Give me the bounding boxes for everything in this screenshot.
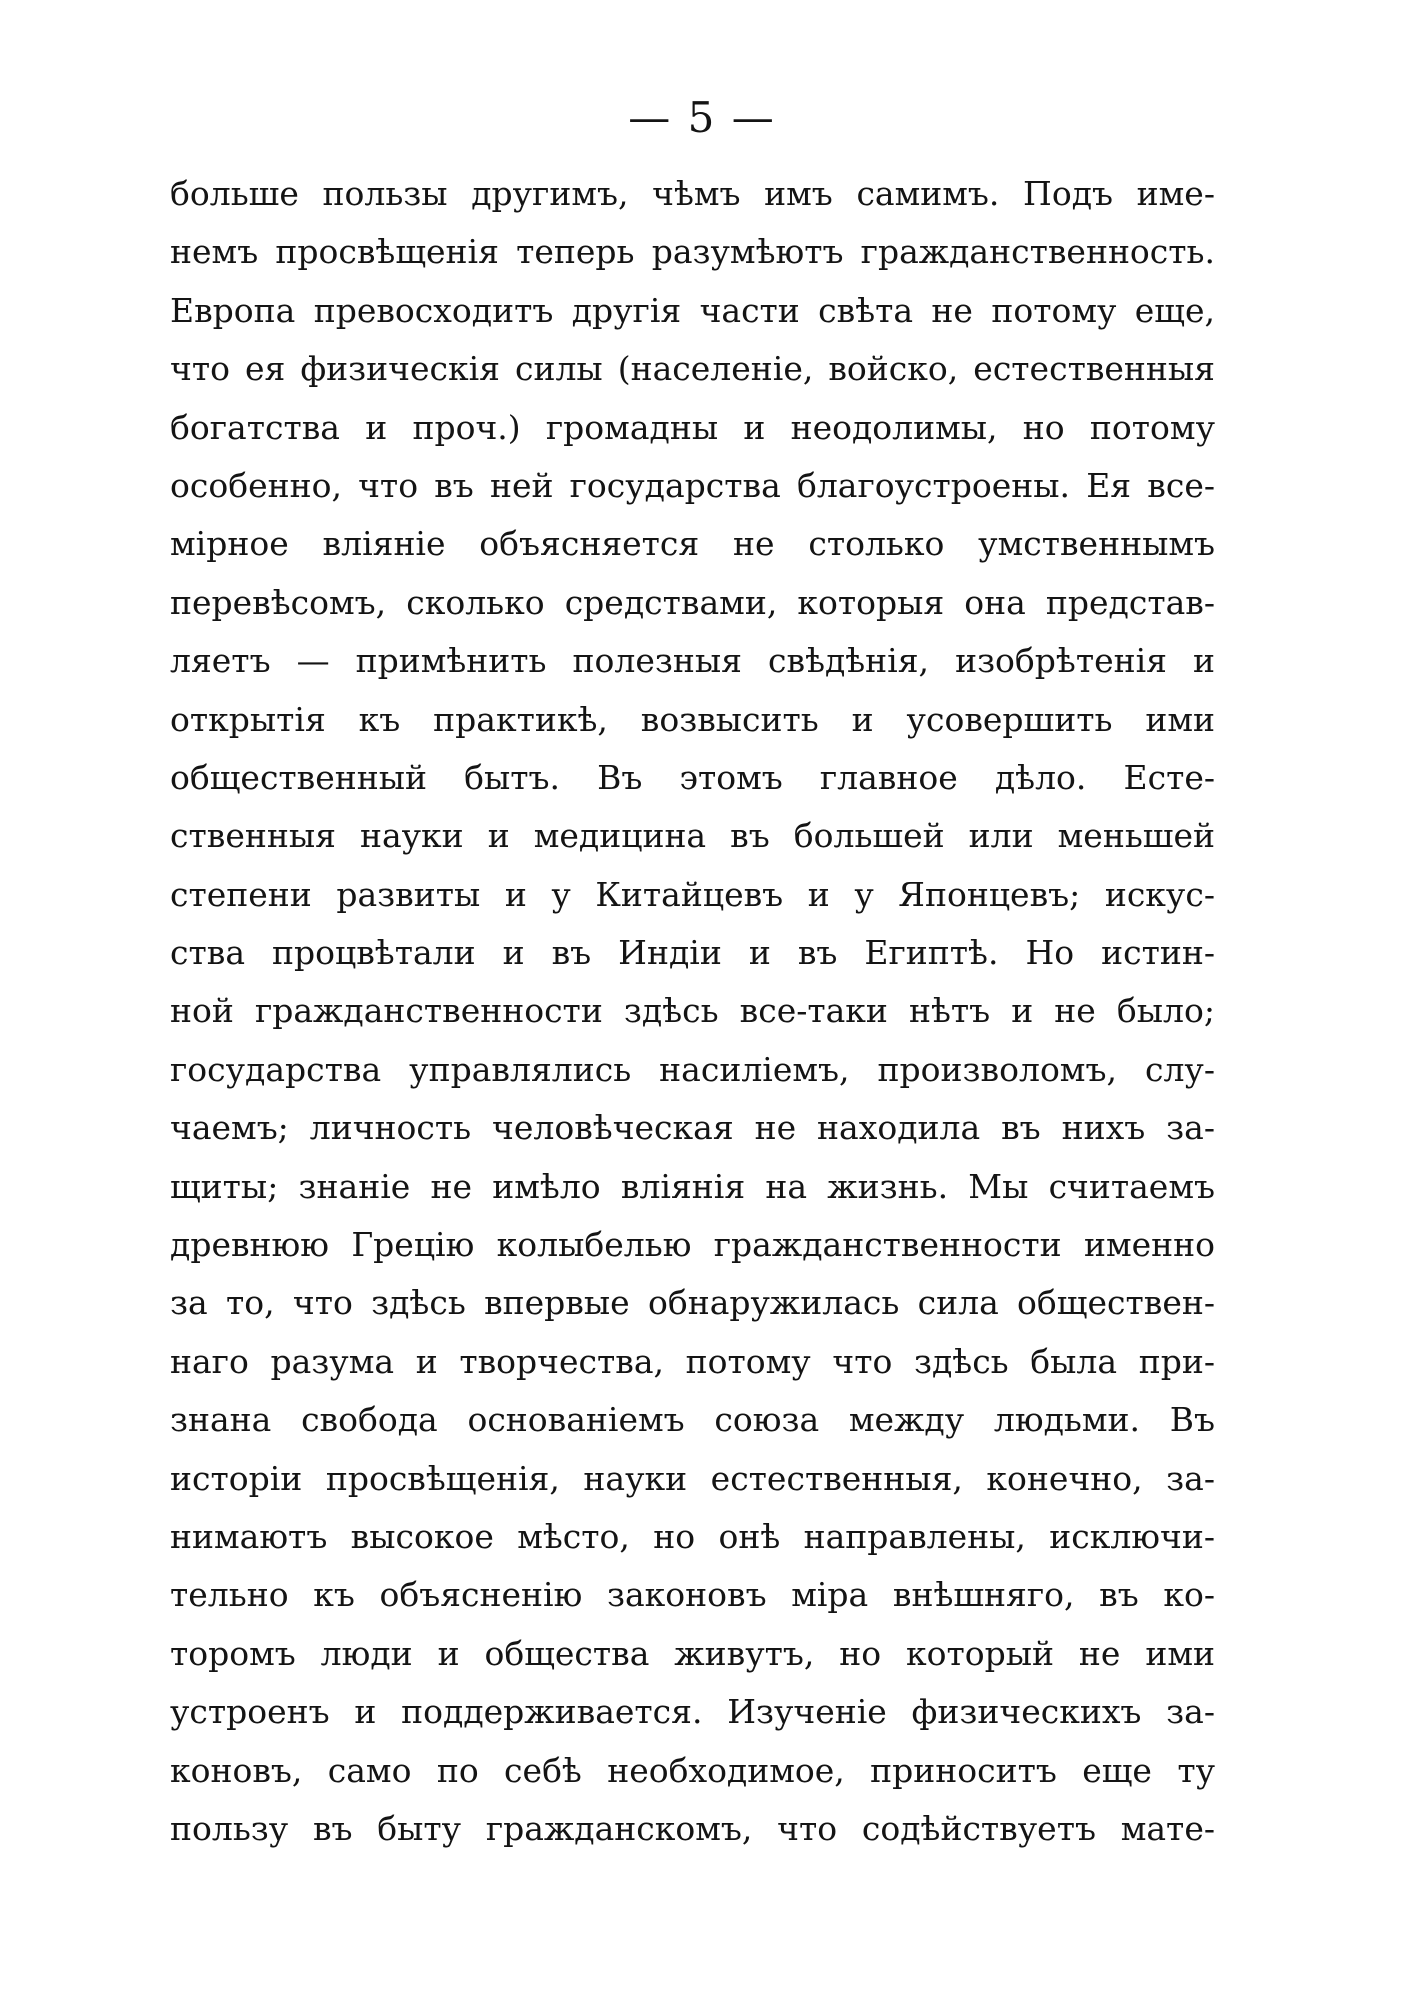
text-line: степени развиты и у Китайцевъ и у Японцевъ; искус-: [170, 874, 1215, 914]
text-line: открытія къ практикѣ, возвысить и усовершить ими: [170, 699, 1215, 739]
text-line: немъ просвѣщенія теперь разумѣютъ гражданственность.: [170, 232, 1215, 272]
text-line: Европа превосходитъ другія части свѣта не потому еще,: [170, 290, 1215, 330]
text-line: чаемъ; личность человѣческая не находила въ нихъ за-: [170, 1108, 1215, 1148]
page-number: — 5 —: [628, 93, 776, 142]
text-line: ляетъ — примѣнить полезныя свѣдѣнія, изобрѣтенія и: [170, 641, 1215, 681]
text-line: тельно къ объясненію законовъ міра внѣшняго, въ ко-: [170, 1575, 1215, 1615]
text-line: ственныя науки и медицина въ большей или меньшей: [170, 816, 1215, 856]
text-line: нимаютъ высокое мѣсто, но онѣ направлены, исключи-: [170, 1516, 1215, 1556]
text-line: наго разума и творчества, потому что здѣсь была при-: [170, 1341, 1215, 1381]
text-line: ства процвѣтали и въ Индіи и въ Египтѣ. Но истин-: [170, 933, 1215, 973]
text-line: перевѣсомъ, сколько средствами, которыя она представ-: [170, 582, 1215, 622]
text-line: коновъ, само по себѣ необходимое, приноситъ еще ту: [170, 1750, 1215, 1790]
text-line: мірное вліяніе объясняется не столько умственнымъ: [170, 524, 1215, 564]
text-line: торомъ люди и общества живутъ, но который не ими: [170, 1633, 1215, 1673]
text-line: знана свобода основаніемъ союза между людьми. Въ: [170, 1400, 1215, 1440]
text-line: государства управлялись насиліемъ, произволомъ, слу-: [170, 1049, 1215, 1089]
text-line: больше пользы другимъ, чѣмъ имъ самимъ. Подъ име-: [170, 174, 1215, 213]
text-line: за то, что здѣсь впервые обнаружилась сила обществен-: [170, 1283, 1215, 1323]
text-line: щиты; знаніе не имѣло вліянія на жизнь. Мы считаемъ: [170, 1166, 1215, 1206]
text-line: ной гражданственности здѣсь все-таки нѣтъ и не было;: [170, 991, 1215, 1031]
text-line: общественный бытъ. Въ этомъ главное дѣло. Есте-: [170, 757, 1215, 797]
text-line: богатства и проч.) громадны и неодолимы, но потому: [170, 407, 1215, 447]
text-line: что ея физическія силы (населеніе, войско, естественныя: [170, 349, 1215, 389]
text-line: устроенъ и поддерживается. Изученіе физическихъ за-: [170, 1692, 1215, 1732]
text-line: особенно, что въ ней государства благоустроены. Ея все-: [170, 465, 1215, 505]
text-line: пользу въ быту гражданскомъ, что содѣйствуетъ мате-: [170, 1808, 1215, 1848]
text-line: древнюю Грецію колыбелью гражданственности именно: [170, 1225, 1215, 1265]
body-text: [170, 165, 1215, 1858]
text-line: исторіи просвѣщенія, науки естественныя, конечно, за-: [170, 1458, 1215, 1498]
